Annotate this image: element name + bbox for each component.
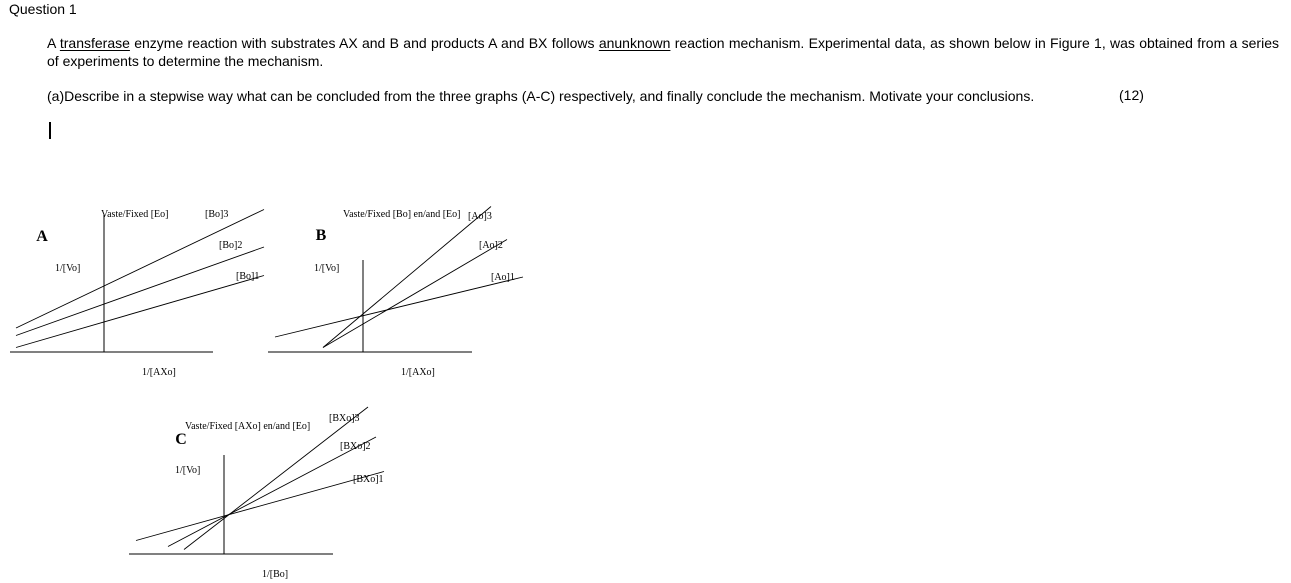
panel-a-series-label-3: [Bo]1 bbox=[236, 271, 260, 282]
panel-a-series-line-3 bbox=[16, 276, 264, 348]
panel-a-series-label-2: [Bo]2 bbox=[219, 240, 243, 251]
panel-c-x-label: 1/[Bo] bbox=[262, 569, 289, 580]
panel-c-series-label-2: [BXo]2 bbox=[340, 441, 371, 452]
statement-text-3: reaction mechanism. Experimental data, as shown below in Figure 1, was obtained from a series of experiments to determine the mechanism. bbox=[47, 35, 1279, 69]
statement-text-1: A bbox=[47, 35, 60, 51]
panel-a-title: Vaste/Fixed [Eo] bbox=[101, 209, 169, 220]
panel-c-series-line-3 bbox=[136, 472, 384, 541]
panel-c-series-label-3: [BXo]1 bbox=[353, 474, 384, 485]
panel-c-y-label: 1/[Vo] bbox=[175, 465, 201, 476]
statement-text-2: enzyme reaction with substrates AX and B and products A and BX follows bbox=[129, 35, 599, 51]
panel-b-series-line-1 bbox=[323, 207, 491, 348]
panel-c-letter: C bbox=[175, 431, 187, 448]
panel-a-series-line-1 bbox=[16, 210, 264, 329]
panel-c-series-line-2 bbox=[168, 437, 376, 547]
panel-c-series-label-1: [BXo]3 bbox=[329, 413, 360, 424]
panel-a-series-label-1: [Bo]3 bbox=[205, 209, 229, 220]
question-heading: Question 1 bbox=[9, 1, 77, 17]
panel-a-x-label: 1/[AXo] bbox=[142, 367, 176, 378]
question-part-a: (a)Describe in a stepwise way what can be concluded from the three graphs (A-C) respectively, and finally conclude the mechanism. Motivate your conclusions. bbox=[47, 88, 1035, 104]
panel-c-title: Vaste/Fixed [AXo] en/and [Eo] bbox=[185, 421, 311, 432]
panel-a-y-label: 1/[Vo] bbox=[55, 263, 81, 274]
panel-a-series-line-2 bbox=[16, 247, 264, 336]
panel-a-letter: A bbox=[36, 228, 48, 245]
panel-b-series-label-2: [Ao]2 bbox=[479, 240, 503, 251]
marks-label: (12) bbox=[1119, 87, 1144, 103]
panel-b-y-label: 1/[Vo] bbox=[314, 263, 340, 274]
panel-b-series-label-1: [Ao]3 bbox=[468, 211, 492, 222]
panel-b-title: Vaste/Fixed [Bo] en/and [Eo] bbox=[343, 209, 461, 220]
misspelled-word-transferase[interactable]: transferase bbox=[59, 35, 130, 51]
misspelled-word-anunknown[interactable]: anunknown bbox=[598, 35, 671, 51]
panel-b-x-label: 1/[AXo] bbox=[401, 367, 435, 378]
panel-b-letter: B bbox=[315, 227, 327, 244]
panel-b-series-line-2 bbox=[323, 240, 507, 348]
panel-b-series-line-3 bbox=[275, 277, 523, 337]
panel-b-series-label-3: [Ao]1 bbox=[491, 272, 515, 283]
